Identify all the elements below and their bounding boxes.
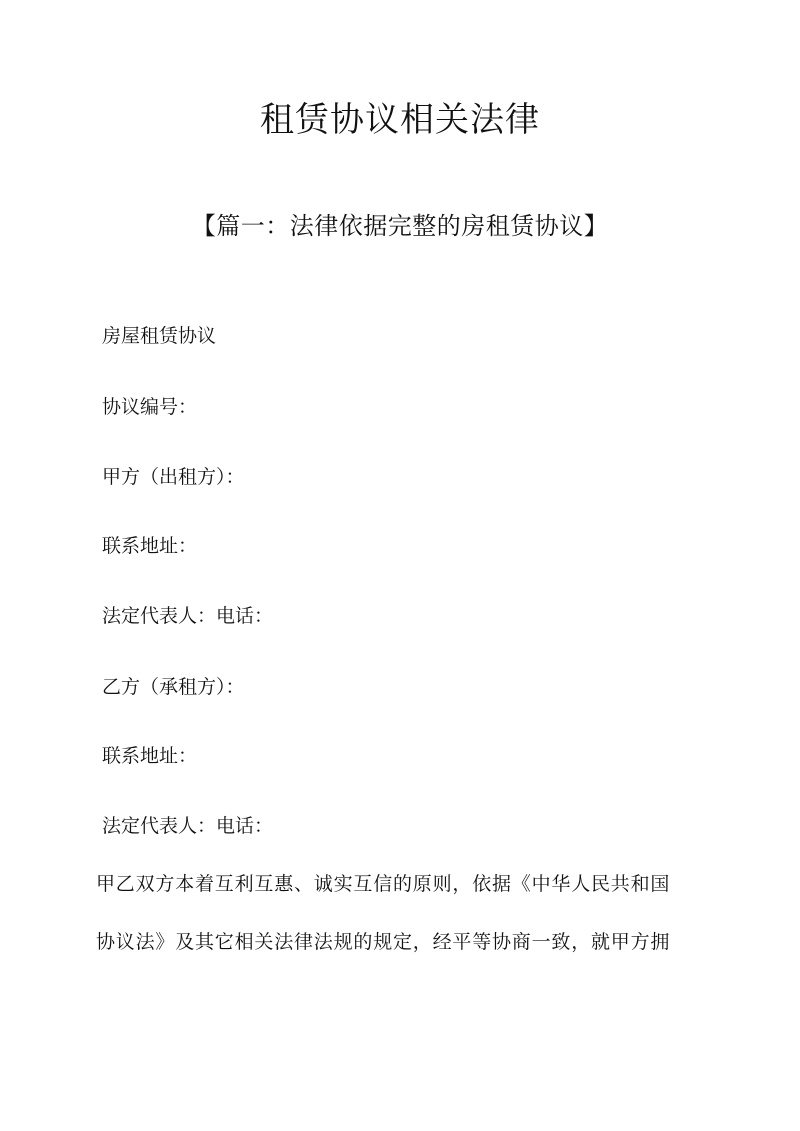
paragraph-line-2: 协议法》及其它相关法律法规的规定，经平等协商一致，就甲方拥 (96, 931, 671, 953)
party-a-representative-phone-label: 法定代表人：电话： (102, 605, 274, 627)
party-a-label: 甲方（出租方）： (102, 466, 245, 488)
party-a-address-label: 联系地址： (102, 535, 198, 557)
agreement-number-label: 协议编号： (102, 396, 198, 418)
section-heading: 【篇一：法律依据完整的房租赁协议】 (191, 212, 609, 240)
party-b-address-label: 联系地址： (102, 745, 198, 767)
agreement-name: 房屋租赁协议 (102, 325, 217, 347)
paragraph-line-1: 甲乙双方本着互利互惠、诚实互信的原则，依据《中华人民共和国 (96, 873, 671, 895)
party-b-representative-phone-label: 法定代表人：电话： (102, 815, 274, 837)
document-title: 租赁协议相关法律 (260, 100, 540, 140)
party-b-label: 乙方（承租方）： (102, 676, 245, 698)
